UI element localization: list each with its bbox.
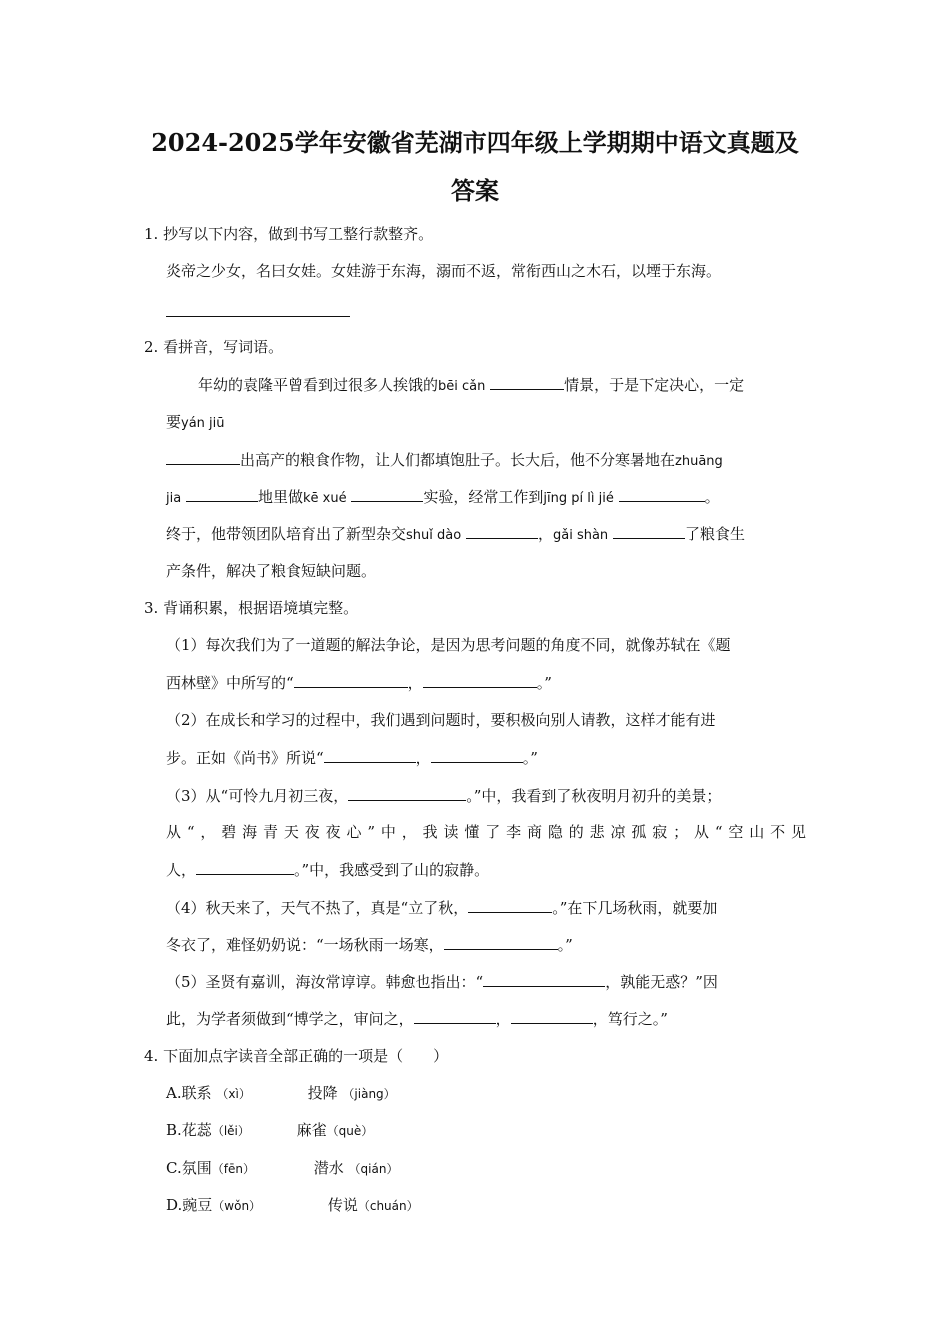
answer-blank[interactable]	[444, 934, 558, 950]
question-text: 背诵积累，根据语境填完整。	[163, 599, 359, 617]
option-pinyin: （wǒn）	[212, 1199, 262, 1213]
answer-blank[interactable]	[414, 1008, 496, 1024]
pinyin-prompt: shuǐ dào	[406, 528, 462, 543]
question-3-2-line-2	[166, 747, 538, 768]
option-word: 传说	[327, 1196, 358, 1214]
copy-answer-line[interactable]	[166, 316, 350, 317]
question-3-4-line-2	[166, 934, 573, 955]
question-2-line-6: 产条件，解决了粮食短缺问题。	[166, 562, 377, 580]
passage-text: ，	[407, 674, 423, 692]
answer-blank[interactable]	[613, 523, 685, 539]
option-a[interactable]	[166, 1083, 396, 1104]
passage-text: 。”在下几场秋雨，就要加	[552, 899, 718, 917]
page-title-line-1: 2024-2025学年安徽省芜湖市四年级上学期期中语文真题及	[151, 128, 799, 157]
option-word: 联系	[181, 1084, 212, 1102]
answer-blank[interactable]	[619, 486, 705, 502]
passage-text: 了粮食生	[684, 525, 745, 543]
option-label: D.	[166, 1196, 183, 1214]
passage-text: ，	[537, 525, 553, 543]
question-3-3-line-2: 从“，碧海青天夜夜心”中，我读懂了李商隐的悲凉孤寂；从“空山不见	[166, 823, 806, 841]
question-number: 4.	[144, 1047, 159, 1065]
answer-blank[interactable]	[423, 672, 537, 688]
answer-blank[interactable]	[483, 971, 605, 987]
passage-text: （5）圣贤有嘉训，海汝常谆谆。韩愈也指出：“	[166, 973, 484, 991]
question-2-line-3	[166, 449, 723, 472]
answer-blank[interactable]	[166, 449, 240, 465]
pinyin-prompt: jia	[166, 491, 182, 506]
question-3-5-line-1	[166, 971, 718, 992]
option-pinyin: （què）	[326, 1124, 374, 1138]
passage-text: 地里做	[257, 488, 303, 506]
passage-text: 要	[166, 413, 182, 431]
question-number: 2.	[144, 338, 159, 356]
question-3-1-line-2	[166, 672, 552, 693]
option-c[interactable]	[166, 1158, 398, 1179]
question-text: 看拼音，写词语。	[163, 338, 284, 356]
answer-blank[interactable]	[351, 486, 423, 502]
answer-blank[interactable]	[490, 374, 564, 390]
option-d[interactable]	[166, 1195, 419, 1216]
option-pinyin: （xì）	[216, 1087, 251, 1101]
passage-text: 。”	[536, 674, 552, 692]
passage-text: 。”中，我感受到了山的寂静。	[294, 861, 490, 879]
question-3-prompt	[144, 598, 358, 618]
option-word: 投降	[307, 1084, 338, 1102]
pinyin-prompt: jīng pí lì jié	[543, 491, 614, 506]
passage-text: ，	[415, 749, 431, 767]
passage-text: 。”	[522, 749, 538, 767]
question-2-line-4	[166, 486, 720, 509]
answer-blank[interactable]	[468, 897, 552, 913]
question-3-4-line-1	[166, 897, 717, 918]
question-2-line-1	[198, 374, 744, 397]
passage-text: （4）秋天来了，天气不热了，真是“立了秋，	[166, 899, 469, 917]
option-pinyin: （fēn）	[211, 1162, 255, 1176]
passage-text: 人，	[166, 861, 197, 879]
option-word: 豌豆	[182, 1196, 213, 1214]
pinyin-prompt: gǎi shàn	[552, 528, 609, 543]
question-text: 下面加点字读音全部正确的一项是（ ）	[163, 1047, 449, 1065]
question-number: 3.	[144, 599, 159, 617]
question-3-5-line-2	[166, 1008, 668, 1029]
answer-blank[interactable]	[466, 523, 538, 539]
option-label: A.	[166, 1084, 182, 1102]
option-word: 潜水	[313, 1159, 344, 1177]
question-1-passage: 炎帝之少女，名曰女娃。女娃游于东海，溺而不返，常衔西山之木石，以堙于东海。	[166, 262, 722, 280]
option-word: 氛围	[181, 1159, 212, 1177]
passage-text: 年幼的袁隆平曾看到过很多人挨饿的	[198, 376, 439, 394]
passage-text: 。”	[557, 936, 573, 954]
answer-blank[interactable]	[196, 859, 294, 875]
passage-text: 。	[704, 488, 720, 506]
passage-text: ，笃行之。”	[592, 1010, 668, 1028]
option-pinyin: （chuán）	[357, 1199, 419, 1213]
passage-text: ，孰能无惑？”因	[605, 973, 718, 991]
passage-text: 此，为学者须做到“博学之，审问之，	[166, 1010, 414, 1028]
option-word: 麻雀	[296, 1121, 327, 1139]
question-number: 1.	[144, 225, 159, 243]
option-pinyin: （qián）	[348, 1162, 399, 1176]
option-word: 花蕊	[181, 1121, 212, 1139]
answer-blank[interactable]	[511, 1008, 593, 1024]
passage-text: 冬衣了，难怪奶奶说：“一场秋雨一场寒，	[166, 936, 444, 954]
question-2-prompt	[144, 337, 283, 357]
answer-blank[interactable]	[294, 672, 408, 688]
question-4-prompt	[144, 1046, 448, 1066]
pinyin-prompt: kē xué	[303, 491, 347, 506]
answer-blank[interactable]	[186, 486, 258, 502]
pinyin-prompt: zhuāng	[675, 454, 723, 469]
answer-blank[interactable]	[324, 747, 416, 763]
option-label: B.	[166, 1121, 182, 1139]
passage-text: （3）从“可怜九月初三夜，	[166, 787, 349, 805]
passage-text: 情景，于是下定决心，一定	[564, 376, 745, 394]
option-pinyin: （lěi）	[211, 1124, 250, 1138]
passage-text: 终于，他带领团队培育出了新型杂交	[166, 525, 407, 543]
option-b[interactable]	[166, 1120, 373, 1141]
question-2-line-2	[166, 412, 225, 434]
question-3-2-line-1: （2）在成长和学习的过程中，我们遇到问题时，要积极向别人请教，这样才能有进	[166, 711, 716, 729]
passage-text: 西林壁》中所写的“	[166, 674, 294, 692]
question-3-1-line-1: （1）每次我们为了一道题的解法争论，是因为思考问题的角度不同，就像苏轼在《题	[166, 636, 731, 654]
question-3-3-line-3	[166, 859, 489, 880]
passage-text: 步。正如《尚书》所说“	[166, 749, 324, 767]
answer-blank[interactable]	[348, 785, 466, 801]
pinyin-prompt: bēi cǎn	[438, 379, 486, 394]
question-2-line-5	[166, 523, 745, 546]
passage-text: 出高产的粮食作物，让人们都填饱肚子。长大后，他不分寒暑地在	[240, 451, 676, 469]
passage-text: 。”中，我看到了秋夜明月初升的美景；	[466, 787, 722, 805]
page-title-line-2: 答案	[451, 176, 499, 205]
question-3-3-line-1	[166, 785, 721, 806]
passage-text: 实验，经常工作到	[423, 488, 544, 506]
question-1-prompt	[144, 224, 433, 244]
question-text: 抄写以下内容，做到书写工整行款整齐。	[163, 225, 434, 243]
option-label: C.	[166, 1159, 182, 1177]
option-pinyin: （jiàng）	[342, 1087, 396, 1101]
answer-blank[interactable]	[431, 747, 523, 763]
pinyin-prompt: yán jiū	[181, 416, 225, 431]
passage-text: ，	[495, 1010, 511, 1028]
